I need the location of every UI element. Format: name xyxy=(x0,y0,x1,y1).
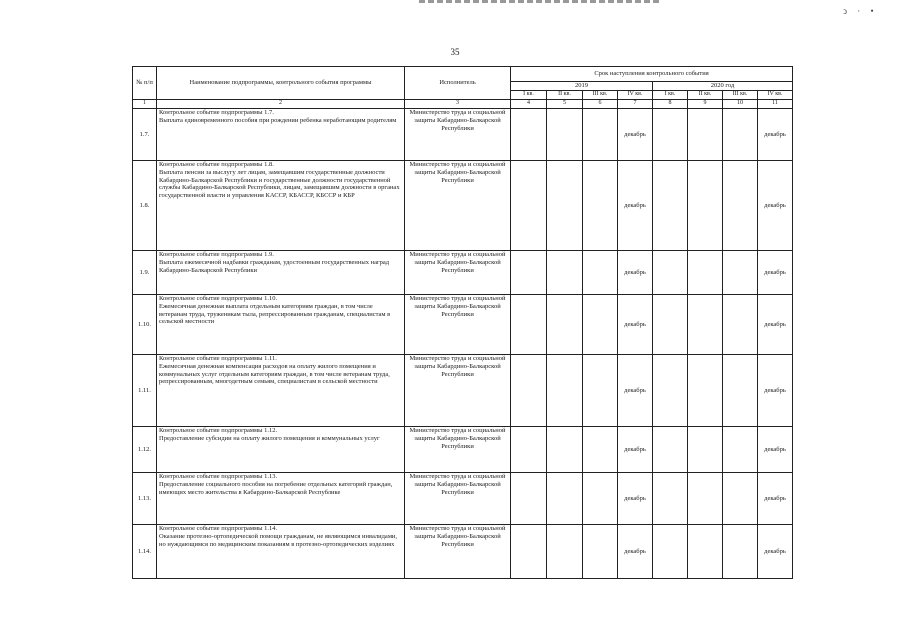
column-number: 2 xyxy=(157,100,405,109)
executor: Министерство труда и социальной защиты Кабардино-Балкарской Республики xyxy=(405,473,511,525)
event-title: Контрольное событие подпрограммы 1.7. xyxy=(159,109,274,116)
header-name: Наименование подпрограммы, контрольного события программы xyxy=(157,67,405,100)
quarter-label: IV кв. xyxy=(618,91,653,100)
term-2019-q4: декабрь xyxy=(618,109,653,161)
event-description xyxy=(157,355,405,427)
table-row xyxy=(133,427,793,473)
event-description xyxy=(157,295,405,355)
page-number: 35 xyxy=(450,47,460,57)
column-number: 7 xyxy=(618,100,653,109)
event-text: Выплата пенсии за выслугу лет лицам, замещавшим государственные должности Кабардино-Балкарской Республики и государственные должности государственной службы Кабардино-Балкарской Республики, лицам, замещавшим должности в органах государственной власти и управления КАССР, КБАССР, КБССР и КБР xyxy=(159,168,400,200)
header-num: № п/п xyxy=(133,67,157,100)
term-2020-q4: декабрь xyxy=(758,473,793,525)
executor: Министерство труда и социальной защиты Кабардино-Балкарской Республики xyxy=(405,355,511,427)
executor: Министерство труда и социальной защиты Кабардино-Балкарской Республики xyxy=(405,251,511,295)
table-row xyxy=(133,251,793,295)
row-number: 1.10. xyxy=(133,295,157,355)
table-row xyxy=(133,525,793,579)
row-number: 1.14. xyxy=(133,525,157,579)
executor: Министерство труда и социальной защиты Кабардино-Балкарской Республики xyxy=(405,109,511,161)
event-title: Контрольное событие подпрограммы 1.14. xyxy=(159,525,278,532)
quarter-label: II кв. xyxy=(688,91,723,100)
event-title: Контрольное событие подпрограммы 1.9. xyxy=(159,251,274,258)
term-2020-q4: декабрь xyxy=(758,525,793,579)
term-2019-q4: декабрь xyxy=(618,251,653,295)
event-title: Контрольное событие подпрограммы 1.10. xyxy=(159,295,278,302)
event-text: Ежемесячная денежная выплата отдельным категориям граждан, в том числе ветеранам труда, труженикам тыла, репрессированным гражданам, специалистам в сельской местности xyxy=(159,302,391,326)
scan-artifact-line xyxy=(419,0,659,3)
header-term: Срок наступления контрольного события xyxy=(511,67,793,82)
column-number: 8 xyxy=(653,100,688,109)
column-number: 10 xyxy=(723,100,758,109)
event-text: Выплата ежемесячной надбавки гражданам, удостоенным государственных наград Кабардино-Балкарской Республики xyxy=(159,258,390,274)
header-executor: Исполнитель xyxy=(405,67,511,100)
event-description xyxy=(157,427,405,473)
executor: Министерство труда и социальной защиты Кабардино-Балкарской Республики xyxy=(405,525,511,579)
event-description xyxy=(157,161,405,251)
event-title: Контрольное событие подпрограммы 1.11. xyxy=(159,355,277,362)
event-text: Ежемесячная денежная компенсация расходов на оплату жилого помещения и коммунальных услуг отдельным категориям граждан, в том числе ветеранам труда, репрессированным, многодетным семьям, специалистам в сельской местности xyxy=(159,362,390,386)
event-description xyxy=(157,473,405,525)
executor: Министерство труда и социальной защиты Кабардино-Балкарской Республики xyxy=(405,161,511,251)
event-title: Контрольное событие подпрограммы 1.13. xyxy=(159,473,278,480)
event-description xyxy=(157,251,405,295)
term-2019-q4: декабрь xyxy=(618,525,653,579)
table-row xyxy=(133,473,793,525)
event-title: Контрольное событие подпрограммы 1.8. xyxy=(159,161,274,168)
event-text: Оказание протезно-ортопедической помощи гражданам, не являющимся инвалидами, но нуждающимся по медицинским показаниям в протезно-ортопедических изделиях xyxy=(159,532,398,548)
header-year-2019: 2019 xyxy=(511,82,653,91)
term-2020-q4: декабрь xyxy=(758,355,793,427)
row-number: 1.8. xyxy=(133,161,157,251)
term-2020-q4: декабрь xyxy=(758,427,793,473)
column-numbers-row xyxy=(133,100,793,109)
term-2020-q4: декабрь xyxy=(758,295,793,355)
event-title: Контрольное событие подпрограммы 1.12. xyxy=(159,427,278,434)
term-2019-q4: декабрь xyxy=(618,161,653,251)
event-description xyxy=(157,109,405,161)
table-row xyxy=(133,355,793,427)
table-row xyxy=(133,295,793,355)
control-events-table xyxy=(132,66,793,579)
quarter-label: I кв. xyxy=(511,91,547,100)
term-2020-q4: декабрь xyxy=(758,109,793,161)
row-number: 1.11. xyxy=(133,355,157,427)
row-number: 1.9. xyxy=(133,251,157,295)
executor: Министерство труда и социальной защиты Кабардино-Балкарской Республики xyxy=(405,295,511,355)
term-2020-q4: декабрь xyxy=(758,251,793,295)
column-number: 1 xyxy=(133,100,157,109)
quarter-label: II кв. xyxy=(547,91,583,100)
table-row xyxy=(133,109,793,161)
column-number: 11 xyxy=(758,100,793,109)
row-number: 1.12. xyxy=(133,427,157,473)
corner-scan-mark: ↄ · • xyxy=(843,6,878,16)
term-2019-q4: декабрь xyxy=(618,427,653,473)
term-2019-q4: декабрь xyxy=(618,295,653,355)
event-text: Предоставление социального пособия на погребение отдельных категорий граждан, имеющих место жительства в Кабардино-Балкарской Республике xyxy=(159,480,393,496)
header-year-2020: 2020 год xyxy=(653,82,793,91)
quarter-label: III кв. xyxy=(723,91,758,100)
column-number: 9 xyxy=(688,100,723,109)
event-text: Выплата единовременного пособия при рождении ребенка неработающим родителям xyxy=(159,116,397,124)
term-2019-q4: декабрь xyxy=(618,473,653,525)
column-number: 6 xyxy=(583,100,618,109)
event-description xyxy=(157,525,405,579)
column-number: 3 xyxy=(405,100,511,109)
row-number: 1.7. xyxy=(133,109,157,161)
quarter-label: III кв. xyxy=(583,91,618,100)
row-number: 1.13. xyxy=(133,473,157,525)
header-row-1 xyxy=(133,67,793,82)
term-2020-q4: декабрь xyxy=(758,161,793,251)
quarter-label: IV кв. xyxy=(758,91,793,100)
term-2019-q4: декабрь xyxy=(618,355,653,427)
column-number: 4 xyxy=(511,100,547,109)
column-number: 5 xyxy=(547,100,583,109)
table-row xyxy=(133,161,793,251)
executor: Министерство труда и социальной защиты Кабардино-Балкарской Республики xyxy=(405,427,511,473)
event-text: Предоставление субсидии на оплату жилого помещения и коммунальных услуг xyxy=(159,434,380,442)
quarter-label: I кв. xyxy=(653,91,688,100)
